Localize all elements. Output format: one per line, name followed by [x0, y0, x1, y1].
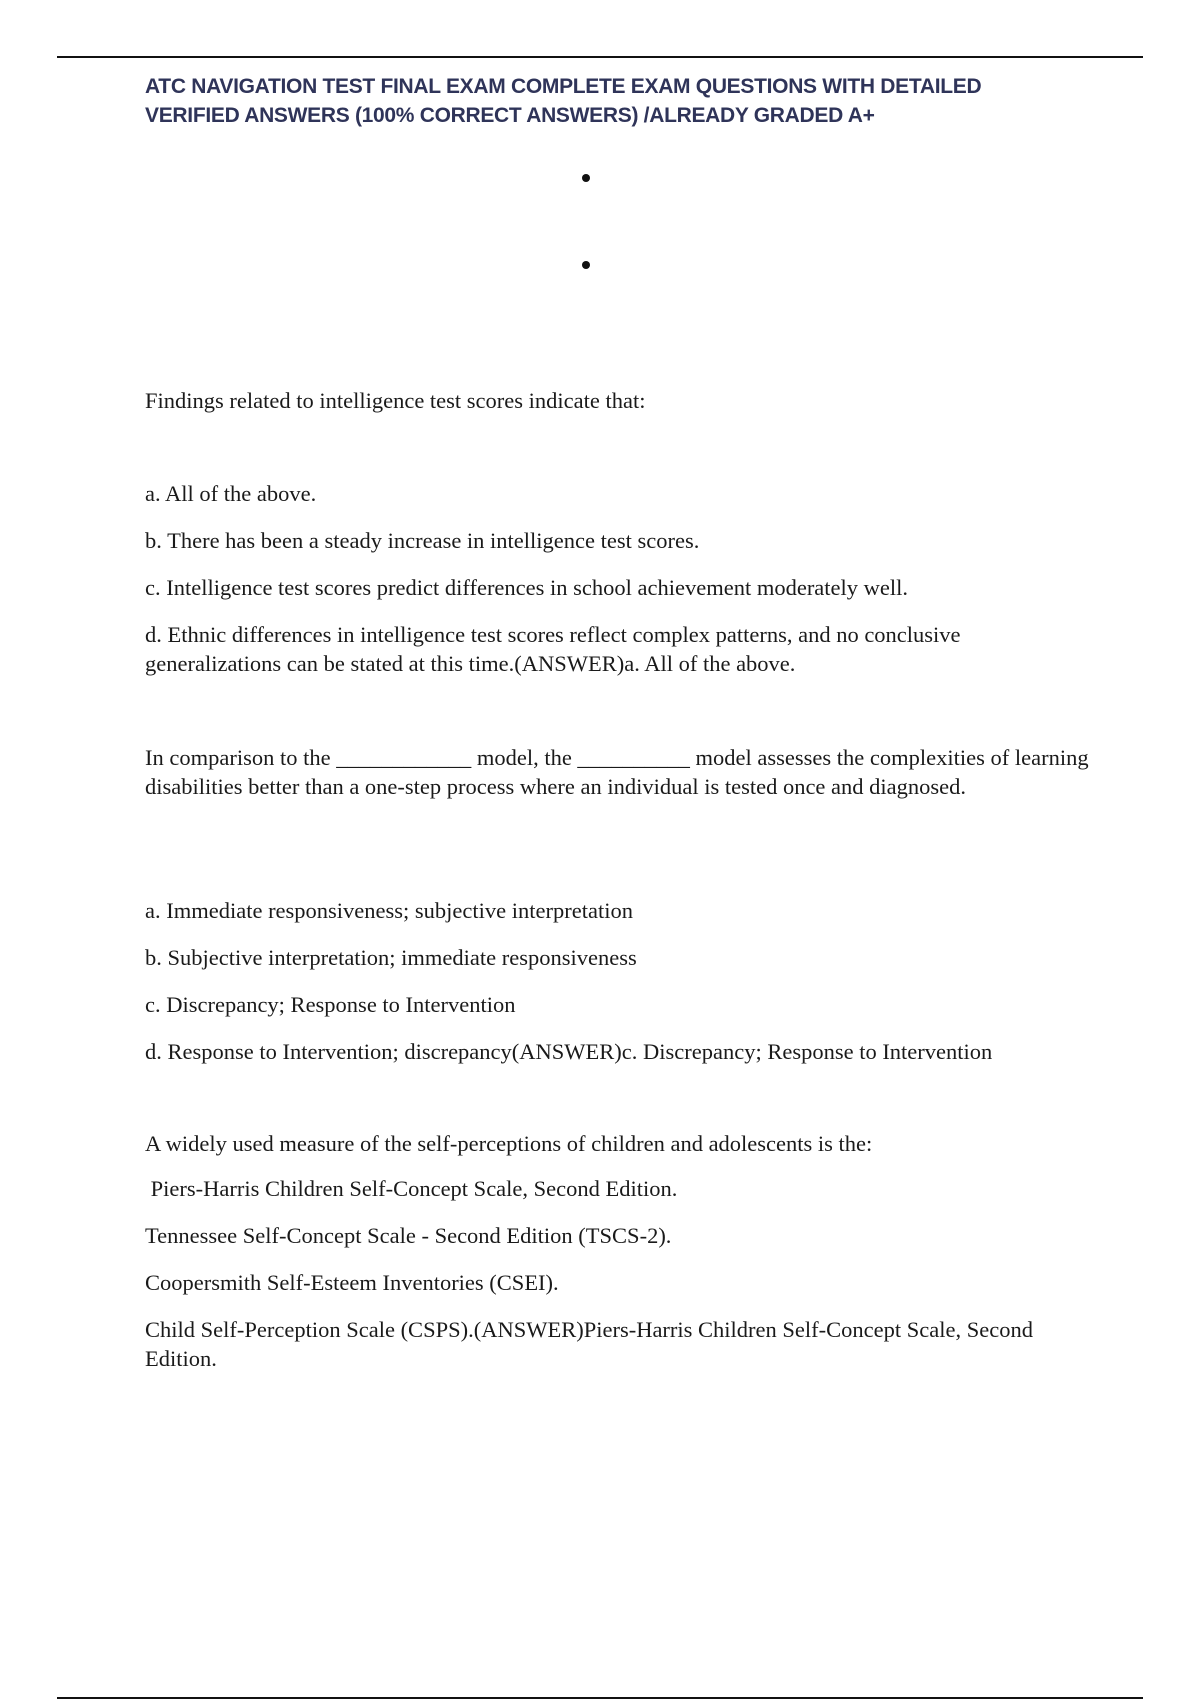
bullet-point: [582, 174, 590, 182]
bottom-rule: [57, 1697, 1143, 1699]
question-2-prompt: In comparison to the ____________ model, the __________ model assesses the complexities of learning disabilities better than a one-step process where an individual is tested once and diagnosed.: [145, 745, 1089, 799]
question-3-option-4: Child Self-Perception Scale (CSPS).(ANSWER)Piers-Harris Children Self-Concept Scale, Second Edition.: [145, 1317, 1033, 1371]
question-1-option-c: c. Intelligence test scores predict differences in school achievement moderately well.: [145, 575, 909, 600]
question-1-option-a: a. All of the above.: [145, 481, 317, 506]
question-2-option-b: b. Subjective interpretation; immediate responsiveness: [145, 945, 637, 970]
question-3-option-3: Coopersmith Self-Esteem Inventories (CSEI).: [145, 1270, 559, 1295]
document-title: ATC NAVIGATION TEST FINAL EXAM COMPLETE EXAM QUESTIONS WITH DETAILED VERIFIED ANSWERS (100% CORRECT ANSWERS) /ALREADY GRADED A+: [145, 75, 982, 127]
question-3-prompt: A widely used measure of the self-perceptions of children and adolescents is the:: [145, 1131, 873, 1156]
question-2-option-d: d. Response to Intervention; discrepancy(ANSWER)c. Discrepancy; Response to Intervention: [145, 1039, 993, 1064]
question-1-option-b: b. There has been a steady increase in intelligence test scores.: [145, 528, 700, 553]
question-3-option-2: Tennessee Self-Concept Scale - Second Edition (TSCS-2).: [145, 1223, 672, 1248]
question-1-prompt: Findings related to intelligence test scores indicate that:: [145, 388, 646, 413]
bullet-point: [582, 261, 590, 269]
top-rule: [57, 56, 1143, 58]
question-3-option-1: Piers-Harris Children Self-Concept Scale, Second Edition.: [145, 1176, 678, 1201]
question-1-option-d: d. Ethnic differences in intelligence test scores reflect complex patterns, and no conclusive generalizations can be stated at this time.(ANSWER)a. All of the above.: [145, 622, 961, 676]
question-2-option-c: c. Discrepancy; Response to Intervention: [145, 992, 516, 1017]
question-2-option-a: a. Immediate responsiveness; subjective interpretation: [145, 898, 633, 923]
